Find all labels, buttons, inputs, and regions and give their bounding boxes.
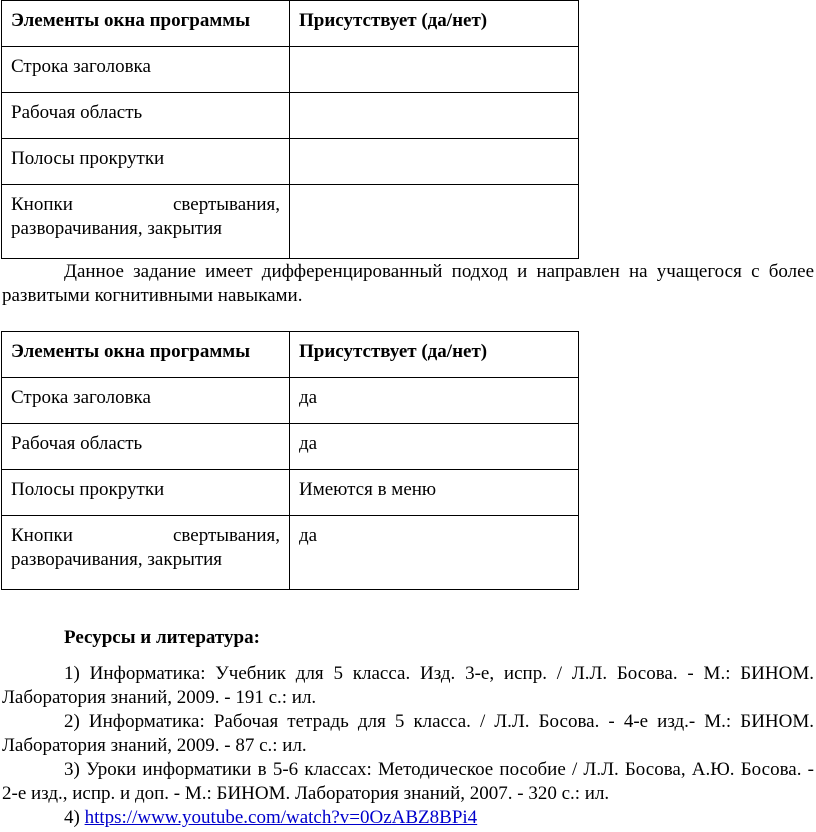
cell-element-line1: Кнопки свертывания,: [11, 525, 280, 546]
header-cell-present: Присутствует (да/нет): [290, 332, 579, 378]
cell-element-line1: Кнопки свертывания,: [11, 194, 280, 215]
cell-element: Полосы прокрутки: [2, 139, 290, 185]
header-cell-elements: Элементы окна программы: [2, 1, 290, 47]
cell-element-line2: разворачивания, закрытия: [11, 549, 223, 570]
header-cell-present: Присутствует (да/нет): [290, 1, 579, 47]
table-row: [2, 93, 579, 139]
resource-item-4-prefix: 4): [64, 807, 85, 828]
cell-answer: [290, 139, 579, 185]
task-description: Данное задание имеет дифференцированный подход и направлен на учащегося с более развитыми когнитивными навыками.: [2, 261, 814, 306]
cell-answer: [290, 93, 579, 139]
cell-answer: [290, 185, 579, 259]
cell-answer: да: [290, 424, 579, 470]
resource-item-1: 1) Информатика: Учебник для 5 класса. Изд. 3-е, испр. / Л.Л. Босова. - М.: БИНОМ. Лаборатория знаний, 2009. - 191 с.: ил.: [2, 663, 814, 708]
resource-item-4: [2, 806, 814, 830]
table-window-elements-filled: [1, 331, 579, 590]
resource-item-3: 3) Уроки информатики в 5-6 классах: Методическое пособие / Л.Л. Босова, А.Ю. Босова. - 2-е изд., испр. и доп. - М.: БИНОМ. Лаборатория знаний, 2007. - 320 с.: ил.: [2, 759, 814, 804]
table-row: [2, 47, 579, 93]
resource-item-2: 2) Информатика: Рабочая тетрадь для 5 класса. / Л.Л. Босова. - 4-е изд.- М.: БИНОМ. Лаборатория знаний, 2009. - 87 с.: ил.: [2, 711, 814, 756]
cell-answer: да: [290, 516, 579, 590]
cell-element: Рабочая область: [2, 424, 290, 470]
table-header-row: [2, 332, 579, 378]
table-window-elements-blank: [1, 0, 579, 259]
table-header-row: [2, 1, 579, 47]
table-row: [2, 378, 579, 424]
resources-heading: Ресурсы и литература:: [64, 627, 260, 648]
cell-element-line2: разворачивания, закрытия: [11, 218, 223, 239]
cell-answer: Имеются в меню: [290, 470, 579, 516]
cell-element: Полосы прокрутки: [2, 470, 290, 516]
cell-element: Рабочая область: [2, 93, 290, 139]
cell-element: [2, 516, 290, 590]
cell-element: Строка заголовка: [2, 378, 290, 424]
cell-element: Строка заголовка: [2, 47, 290, 93]
youtube-link[interactable]: https://www.youtube.com/watch?v=0OzABZ8BPi4: [84, 807, 478, 828]
table-row: [2, 139, 579, 185]
cell-element: [2, 185, 290, 259]
table-row: [2, 424, 579, 470]
header-cell-elements: Элементы окна программы: [2, 332, 290, 378]
table-row: [2, 516, 579, 590]
cell-answer: [290, 47, 579, 93]
table-row: [2, 185, 579, 259]
cell-answer: да: [290, 378, 579, 424]
table-row: [2, 470, 579, 516]
